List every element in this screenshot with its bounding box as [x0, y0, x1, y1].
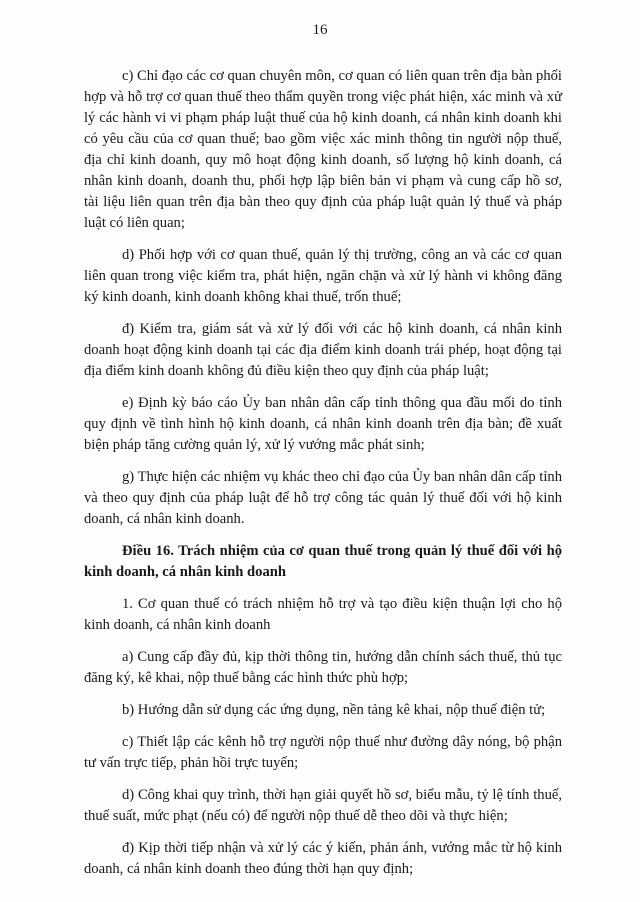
paragraph-c: c) Chỉ đạo các cơ quan chuyên môn, cơ quan có liên quan trên địa bàn phối hợp và hỗ trợ cơ quan thuế theo thẩm quyền trong việc phát hiện, xác minh và xử lý các hành vi vi phạm pháp luật thuế của hộ kinh doanh, cá nhân kinh doanh khi có yêu cầu của cơ quan thuế; bao gồm việc xác minh thông tin người nộp thuế, địa chỉ kinh doanh, quy mô hoạt động kinh doanh, số lượng hộ kinh doanh, cá nhân kinh doanh, doanh thu, phối hợp lập biên bản vi phạm và cung cấp hồ sơ, tài liệu liên quan trên địa bàn theo quy định của pháp luật quản lý thuế và pháp luật có liên quan;: [84, 68, 562, 231]
paragraph-e: e) Định kỳ báo cáo Ủy ban nhân dân cấp tỉnh thông qua đầu mối do tỉnh quy định về tình hình hộ kinh doanh, cá nhân kinh doanh trên địa bàn; đề xuất biện pháp tăng cường quản lý, xử lý vướng mắc phát sinh;: [84, 395, 562, 453]
clause-1-a: a) Cung cấp đầy đủ, kịp thời thông tin, hướng dẫn chính sách thuế, thủ tục đăng ký, kê khai, nộp thuế bằng các hình thức phù hợp;: [84, 649, 562, 686]
paragraph-dd: đ) Kiểm tra, giám sát và xử lý đối với các hộ kinh doanh, cá nhân kinh doanh hoạt động kinh doanh tại các địa điểm kinh doanh trái phép, hoạt động tại địa điểm kinh doanh không đủ điều kiện theo quy định của pháp luật;: [84, 321, 562, 379]
clause-1-b: b) Hướng dẫn sử dụng các ứng dụng, nền tảng kê khai, nộp thuế điện tử;: [122, 702, 546, 718]
article-16-heading: Điều 16. Trách nhiệm của cơ quan thuế trong quản lý thuế đối với hộ kinh doanh, cá nhân kinh doanh: [84, 543, 562, 580]
clause-1-c: c) Thiết lập các kênh hỗ trợ người nộp thuế như đường dây nóng, bộ phận tư vấn trực tiếp, phản hồi trực tuyến;: [84, 734, 562, 771]
page-number: 16: [312, 22, 328, 38]
clause-1: 1. Cơ quan thuế có trách nhiệm hỗ trợ và tạo điều kiện thuận lợi cho hộ kinh doanh, cá nhân kinh doanh: [84, 596, 562, 633]
clause-1-dd: đ) Kịp thời tiếp nhận và xử lý các ý kiến, phản ánh, vướng mắc từ hộ kinh doanh, cá nhân kinh doanh theo đúng thời hạn quy định;: [84, 840, 562, 877]
clause-1-d: d) Công khai quy trình, thời hạn giải quyết hồ sơ, biểu mẫu, tỷ lệ tính thuế, thuế suất, mức phạt (nếu có) để người nộp thuế dễ theo dõi và thực hiện;: [84, 787, 562, 824]
document-body: [84, 66, 562, 891]
paragraph-g: g) Thực hiện các nhiệm vụ khác theo chỉ đạo của Ủy ban nhân dân cấp tỉnh và theo quy định của pháp luật để hỗ trợ công tác quản lý thuế đối với hộ kinh doanh, cá nhân kinh doanh.: [84, 469, 562, 527]
paragraph-d: d) Phối hợp với cơ quan thuế, quản lý thị trường, công an và các cơ quan liên quan trong việc kiểm tra, phát hiện, ngăn chặn và xử lý hành vi không đăng ký kinh doanh, kinh doanh không khai thuế, trốn thuế;: [84, 247, 562, 305]
